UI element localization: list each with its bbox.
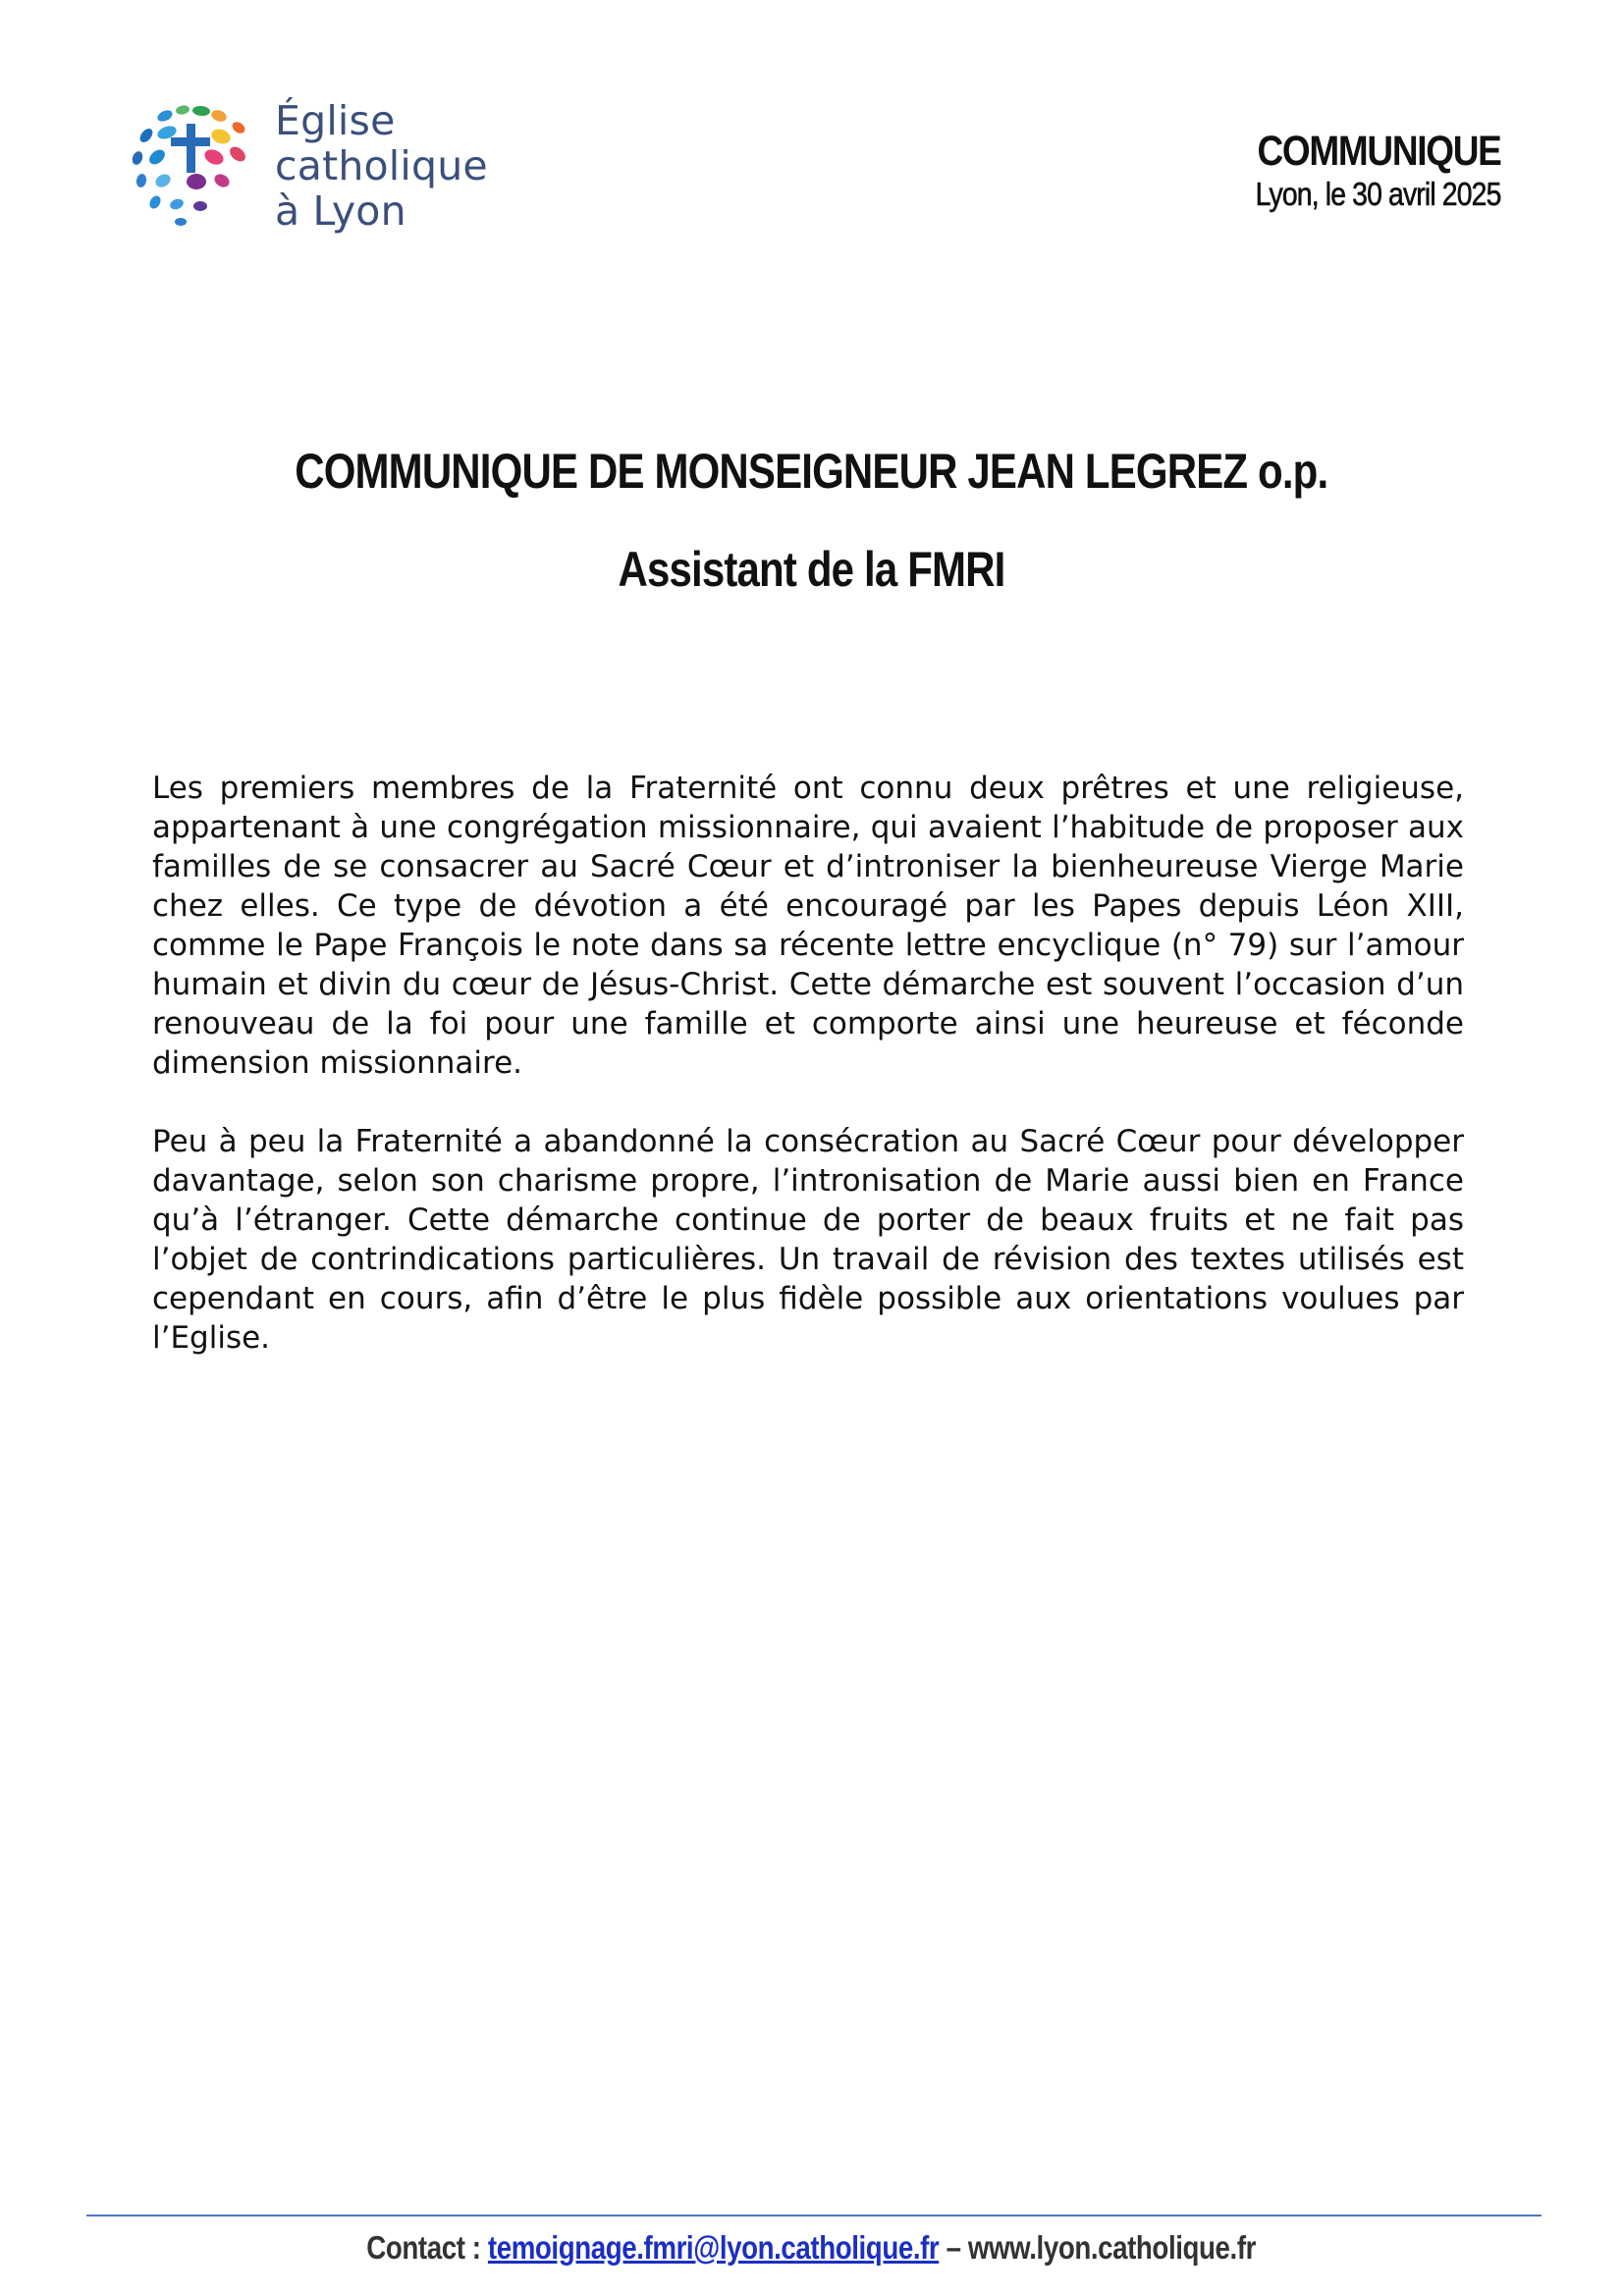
logo-line-2: catholique [275, 142, 488, 189]
body-text [152, 769, 1464, 1397]
contact-email-link[interactable]: temoignage.fmri@lyon.catholique.fr [488, 2229, 940, 2266]
contact-label: Contact : [366, 2229, 481, 2266]
title-line-1 [0, 442, 1623, 501]
website-link[interactable]: www.lyon.catholique.fr [968, 2229, 1257, 2266]
footer-divider [86, 2215, 1542, 2216]
diocese-logo [120, 98, 532, 245]
footer-separator: – [946, 2229, 961, 2266]
footer [0, 2225, 1623, 2270]
title-line-2 [0, 540, 1623, 599]
logo-line-3: à Lyon [275, 187, 406, 235]
church-logo-icon [120, 100, 267, 238]
footer-contact [367, 2225, 1257, 2270]
title-line-1-text: COMMUNIQUE DE MONSEIGNEUR JEAN LEGREZ o.p. [295, 444, 1328, 499]
paragraph-2: Peu à peu la Fraternité a abandonné la consécration au Sacré Cœur pour développer davantage, selon son charisme propre, l’intronisation de Marie aussi bien en France qu’à l’étranger. Cette démarche continue de porter de beaux fruits et ne fait pas l’objet de contrindications particulières. Un travail de révision des textes utilisés est cependant en cours, afin d’être le plus fidèle possible aux orientations voulues par l’Eglise. [152, 1124, 1464, 1356]
paragraph-1: Les premiers membres de la Fraternité ont connu deux prêtres et une religieuse, appartenant à une congrégation missionnaire, qui avaient l’habitude de proposer aux familles de se consacrer au Sacré Cœur et d’introniser la bienheureuse Vierge Marie chez elles. Ce type de dévotion a été encouragé par les Papes depuis Léon XIII, comme le Pape François le note dans sa récente lettre encyclique (n° 79) sur l’amour humain et divin du cœur de Jésus-Christ. Cette démarche est souvent l’occasion d’un renouveau de la foi pour une famille et comporte ainsi une heureuse et féconde dimension missionnaire. [152, 771, 1464, 1081]
document-header [1216, 128, 1501, 214]
logo-wordmark [275, 98, 488, 234]
logo-line-1: Église [275, 97, 396, 144]
title-line-2-text: Assistant de la FMRI [618, 542, 1005, 597]
document-type: COMMUNIQUE [1256, 128, 1500, 175]
place-date: Lyon, le 30 avril 2025 [1255, 176, 1500, 212]
